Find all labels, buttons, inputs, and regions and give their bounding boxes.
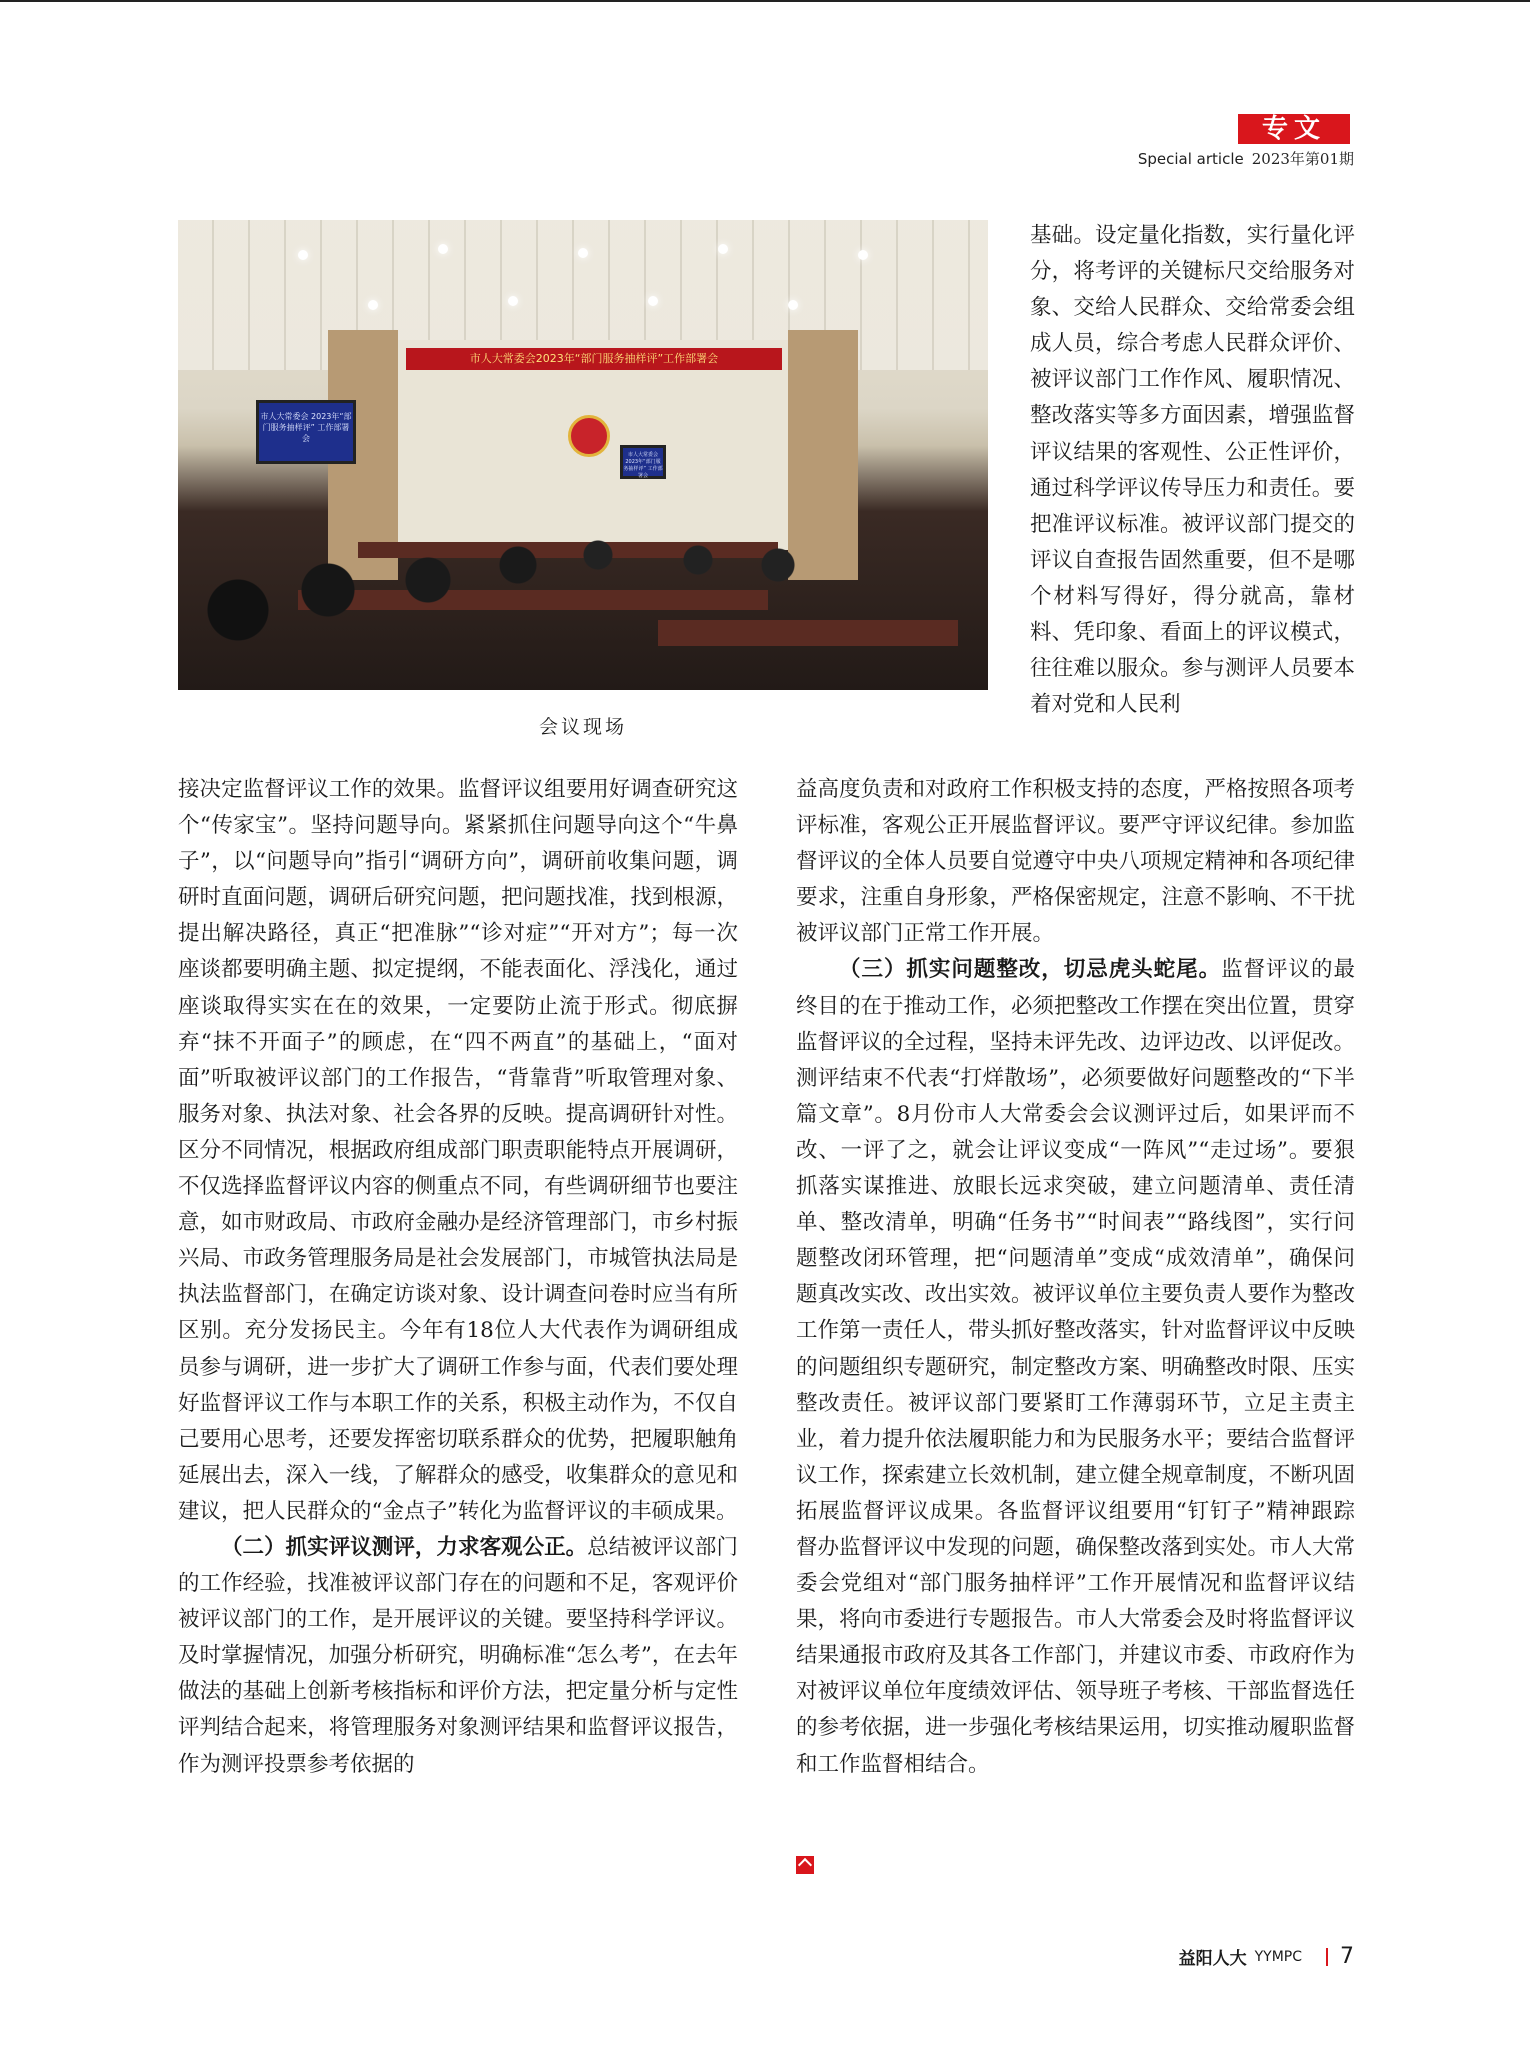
- ceiling-lamp: [298, 250, 308, 260]
- attendees: [178, 520, 988, 690]
- text-column-left: [178, 772, 738, 1783]
- page-footer: [1179, 1944, 1354, 1969]
- meeting-photo: [178, 220, 988, 690]
- national-emblem-icon: [568, 415, 610, 457]
- section-heading: （三）抓实问题整改，切忌虎头蛇尾。: [839, 957, 1222, 983]
- section-heading: （二）抓实评议测评，力求客观公正。: [221, 1534, 588, 1560]
- screen-left: 市人大常委会 2023年“部门服务抽样评” 工作部署会: [256, 400, 356, 464]
- magazine-name: 益阳人大: [1178, 1949, 1247, 1969]
- paragraph: [178, 1530, 738, 1783]
- paragraph: 益高度负责和对政府工作积极支持的态度，严格按照各项考评标准，客观公正开展监督评议。要严守评议纪律。参加监督评议的全体人员要自觉遵守中央八项规定精神和各项纪律要求，注重自身形象，严格保密规定，注意不影响、不干扰被评议部门正常工作开展。: [796, 777, 1356, 947]
- magazine-abbr: YYMPC: [1254, 1948, 1302, 1965]
- section-en: Special article: [1137, 150, 1244, 168]
- paragraph-text: 监督评议的最终目的在于推动工作，必须把整改工作摆在突出位置，贯穿监督评议的全过程，坚持未评先改、边评边改、以评促改。测评结束不代表“打烊散场”，必须要做好问题整改的“下半篇文章”。8月份市人大常委会会议测评过后，如果评而不改、一评了之，就会让评议变成“一阵风”“走过场”。要狠抓落实谋推进、放眼长远求突破，建立问题清单、责任清单、整改清单，明确“任务书”“时间表”“路线图”，实行问题整改闭环管理，把“问题清单”变成“成效清单”，确保问题真改实改、改出实效。被评议单位主要负责人要作为整改工作第一责任人，带头抓好整改落实，针对监督评议中反映的问题组织专题研究，制定整改方案、明确整改时限、压实整改责任。被评议部门要紧盯工作薄弱环节，立足主责主业，着力提升依法履职能力和为民服务水平；要结合监督评议工作，探索建立长效机制，建立健全规章制度，不断巩固拓展监督评议成果。各监督评议组要用“钉钉子”精神跟踪督办监督评议中发现的问题，确保整改落到实处。市人大常委会党组对“部门服务抽样评”工作开展情况和监督评议结果，将向市委进行专题报告。市人大常委会及时将监督评议结果通报市政府及其各工作部门，并建议市委、市政府作为对被评议单位年度绩效评估、领导班子考核、干部监督选任的参考依据，进一步强化考核结果运用，切实推动履职监督和工作监督相结合。: [796, 957, 1356, 1777]
- section-badge: 专文: [1238, 114, 1350, 144]
- ceiling-lamp: [578, 248, 588, 258]
- ceiling-lamp: [368, 300, 378, 310]
- top-rule: [0, 0, 1530, 2]
- paragraph-text: 总结被评议部门的工作经验，找准被评议部门存在的问题和不足，客观评价被评议部门的工作，是开展评议的关键。要坚持科学评议。及时掌握情况，加强分析研究，明确标准“怎么考”，在去年做法的基础上创新考核指标和评价方法，把定量分析与定性评判结合起来，将管理服务对象测评结果和监督评议报告，作为测评投票参考依据的: [178, 1534, 738, 1777]
- ceiling-lamp: [788, 300, 798, 310]
- issue-number: 2023年第01期: [1251, 150, 1354, 168]
- text-column-right: [796, 772, 1355, 1783]
- paragraph: [796, 952, 1355, 1782]
- ceiling-lamp: [718, 244, 728, 254]
- photo-caption: 会议现场: [538, 716, 627, 738]
- meeting-banner: 市人大常委会2023年“部门服务抽样评”工作部署会: [406, 348, 782, 370]
- page-number: 7: [1340, 1944, 1354, 1969]
- end-mark-icon: [796, 1856, 814, 1874]
- screen-right: 市人大常委会 2023年“部门服务抽样评” 工作部署会: [620, 445, 666, 479]
- footer-divider: [1326, 1948, 1328, 1966]
- paragraph: 接决定监督评议工作的效果。监督评议组要用好调查研究这个“传家宝”。坚持问题导向。紧紧抓住问题导向这个“牛鼻子”，以“问题导向”指引“调研方向”，调研前收集问题，调研时直面问题，调研后研究问题，把问题找准，找到根源，提出解决路径，真正“把准脉”“诊对症”“开对方”；每一次座谈都要明确主题、拟定提纲，不能表面化、浮浅化，通过座谈取得实实在在的效果，一定要防止流于形式。彻底摒弃“抹不开面子”的顾虑，在“四不两直”的基础上，“面对面”听取被评议部门的工作报告，“背靠背”听取管理对象、服务对象、执法对象、社会各界的反映。提高调研针对性。区分不同情况，根据政府组成部门职责职能特点开展调研，不仅选择监督评议内容的侧重点不同，有些调研细节也要注意，如市财政局、市政府金融办是经济管理部门，市乡村振兴局、市政务管理服务局是社会发展部门，市城管执法局是执法监督部门，在确定访谈对象、设计调查问卷时应当有所区别。充分发扬民主。今年有18位人大代表作为调研组成员参与调研，进一步扩大了调研工作参与面，代表们要处理好监督评议工作与本职工作的关系，积极主动作为，不仅自己要用心思考，还要发挥密切联系群众的优势，把履职触角延展出去，深入一线，了解群众的感受，收集群众的意见和建议，把人民群众的“金点子”转化为监督评议的丰硕成果。: [178, 777, 738, 1524]
- paragraph: 基础。设定量化指数，实行量化评分，将考评的关键标尺交给服务对象、交给人民群众、交给常委会组成人员，综合考虑人民群众评价、被评议部门工作作风、履职情况、整改落实等多方面因素，增强监督评议结果的客观性、公正性评价，通过科学评议传导压力和责任。要把准评议标准。被评议部门提交的评议自查报告固然重要，但不是哪个材料写得好，得分就高，靠材料、凭印象、看面上的评议模式，往往难以服众。参与测评人员要本着对党和人民利: [1030, 223, 1355, 718]
- issue-line: [1138, 148, 1354, 169]
- text-column-right-top: [1030, 218, 1355, 723]
- ceiling-lamp: [648, 296, 658, 306]
- ceiling-lamp: [438, 244, 448, 254]
- ceiling-lamp: [858, 250, 868, 260]
- ceiling-lamp: [508, 296, 518, 306]
